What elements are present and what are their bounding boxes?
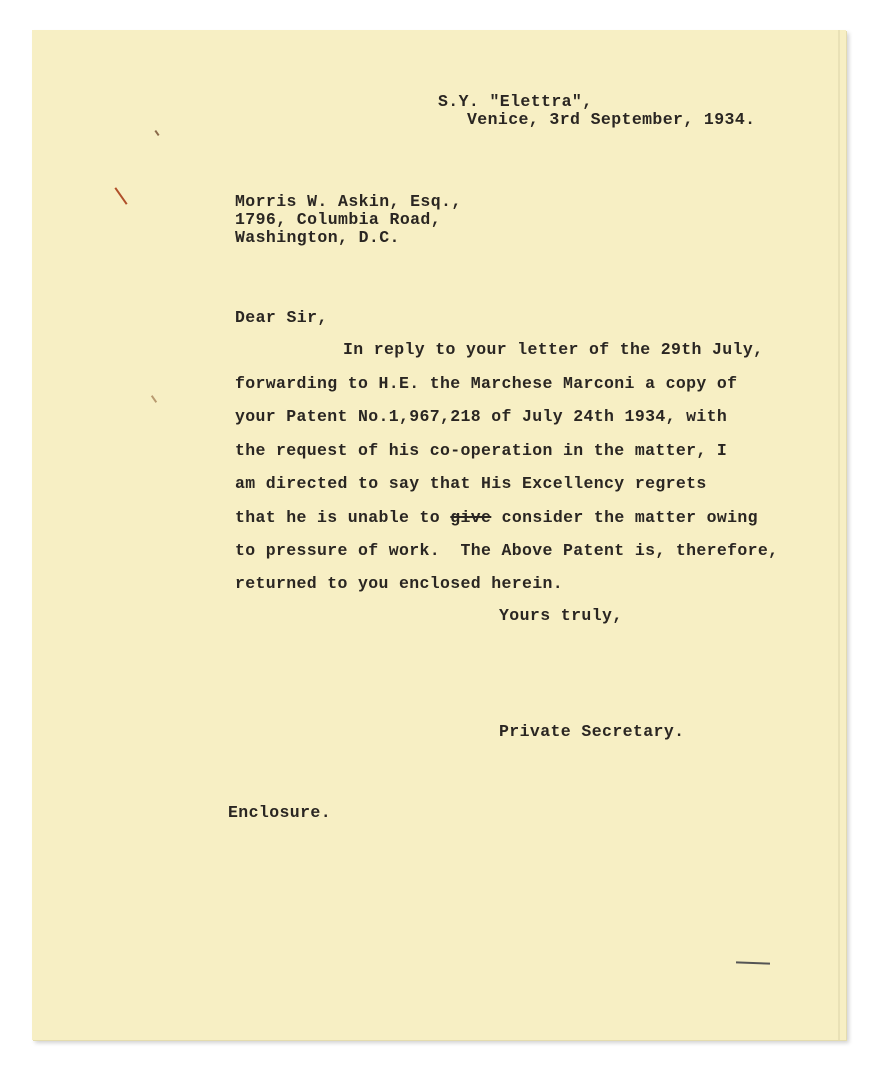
body-line-4: the request of his co-operation in the matter, I	[235, 441, 728, 460]
place-date: Venice, 3rd September, 1934.	[467, 110, 756, 129]
recipient-street: 1796, Columbia Road,	[235, 210, 442, 229]
body-line-8: returned to you enclosed herein.	[235, 574, 564, 593]
paper-sheet	[32, 30, 846, 1040]
body-line-3: your Patent No.1,967,218 of July 24th 1934, with	[235, 407, 728, 426]
salutation: Dear Sir,	[235, 308, 328, 327]
paper-edge	[838, 30, 840, 1040]
struck-word: give	[450, 508, 492, 527]
enclosure-note: Enclosure.	[228, 803, 332, 822]
recipient-city: Washington, D.C.	[235, 228, 400, 247]
closing: Yours truly,	[499, 606, 623, 625]
body-line-6	[235, 508, 758, 527]
body-line-6-end: consider the matter owing	[491, 508, 758, 527]
body-line-1: In reply to your letter of the 29th July,	[343, 340, 764, 359]
recipient-name: Morris W. Askin, Esq.,	[235, 192, 462, 211]
body-line-5: am directed to say that His Excellency regrets	[235, 474, 707, 493]
signature-title: Private Secretary.	[499, 722, 685, 741]
body-line-2: forwarding to H.E. the Marchese Marconi a copy of	[235, 374, 738, 393]
body-line-6-start: that he is unable to	[235, 508, 451, 527]
body-line-7: to pressure of work. The Above Patent is, therefore,	[235, 541, 779, 560]
ship-name: S.Y. "Elettra",	[438, 92, 593, 111]
